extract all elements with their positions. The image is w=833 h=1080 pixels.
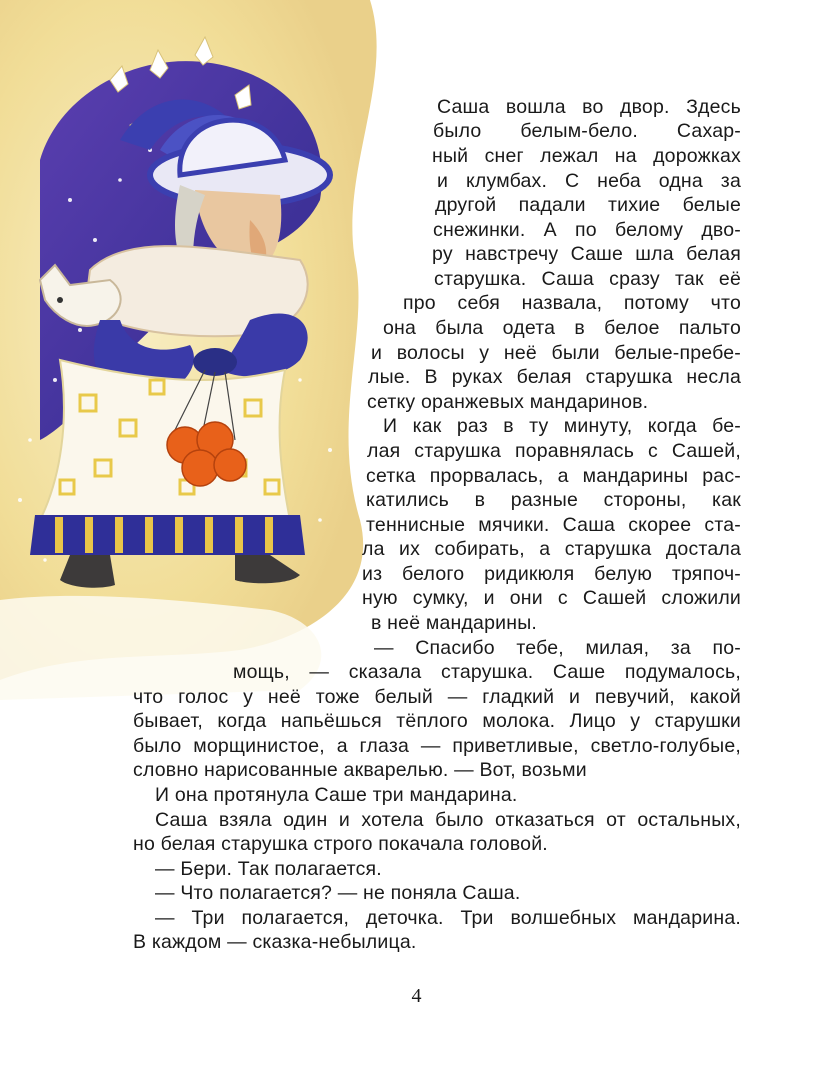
- story-line: снежинки. А по белому дво-: [433, 219, 741, 241]
- story-line: сетка прорвалась, а мандарины рас-: [366, 465, 741, 487]
- story-line: ную сумку, и они с Сашей сложили: [362, 587, 741, 609]
- story-line: из белого ридикюля белую тряпоч-: [362, 563, 741, 585]
- story-line: И как раз в ту минуту, когда бе-: [383, 415, 741, 437]
- story-line: теннисные мячики. Саша скорее ста-: [366, 514, 741, 536]
- story-line: другой падали тихие белые: [435, 194, 741, 216]
- story-line: словно нарисованные акварелью. — Вот, возьми: [133, 759, 587, 781]
- story-line: ла их собирать, а старушка достала: [362, 538, 741, 560]
- story-line: Саша взяла один и хотела было отказаться от остальных,: [155, 809, 741, 831]
- story-line: что голос у неё тоже белый — гладкий и певучий, какой: [133, 686, 741, 708]
- story-line: старушка. Саша сразу так её: [434, 268, 741, 290]
- story-line: сетку оранжевых мандаринов.: [367, 391, 649, 413]
- story-line: в неё мандарины.: [371, 612, 538, 634]
- story-line: и клумбах. С неба одна за: [437, 170, 741, 192]
- story-line: про себя назвала, потому что: [403, 292, 741, 314]
- story-line: бывает, когда напьёшься тёплого молока. Лицо у старушки: [133, 710, 741, 732]
- story-line: и волосы у неё были белые-пребе-: [371, 342, 741, 364]
- story-line: И она протянула Саше три мандарина.: [155, 784, 518, 806]
- story-line: она была одета в белое пальто: [383, 317, 741, 339]
- story-line: — Бери. Так полагается.: [155, 858, 382, 880]
- story-line: мощь, — сказала старушка. Саше подумалось,: [233, 661, 741, 683]
- story-line: — Три полагается, деточка. Три волшебных мандарина.: [155, 907, 741, 929]
- story-line: но белая старушка строго покачала головой.: [133, 833, 548, 855]
- story-line: лая старушка поравнялась с Сашей,: [367, 440, 741, 462]
- story-line: ру навстречу Саше шла белая: [432, 243, 741, 265]
- story-line: В каждом — сказка-небылица.: [133, 931, 417, 953]
- story-line: было белым-бело. Сахар-: [433, 120, 741, 142]
- story-line: было морщинистое, а глаза — приветливые, светло-голубые,: [133, 735, 741, 757]
- story-line: Саша вошла во двор. Здесь: [437, 96, 741, 118]
- page-number: 4: [411, 985, 422, 1007]
- story-line: катились в разные стороны, как: [366, 489, 741, 511]
- story-line: — Спасибо тебе, милая, за по-: [374, 637, 741, 659]
- story-line: ный снег лежал на дорожках: [432, 145, 741, 167]
- story-line: лые. В руках белая старушка несла: [368, 366, 741, 388]
- story-line: — Что полагается? — не поняла Саша.: [155, 882, 521, 904]
